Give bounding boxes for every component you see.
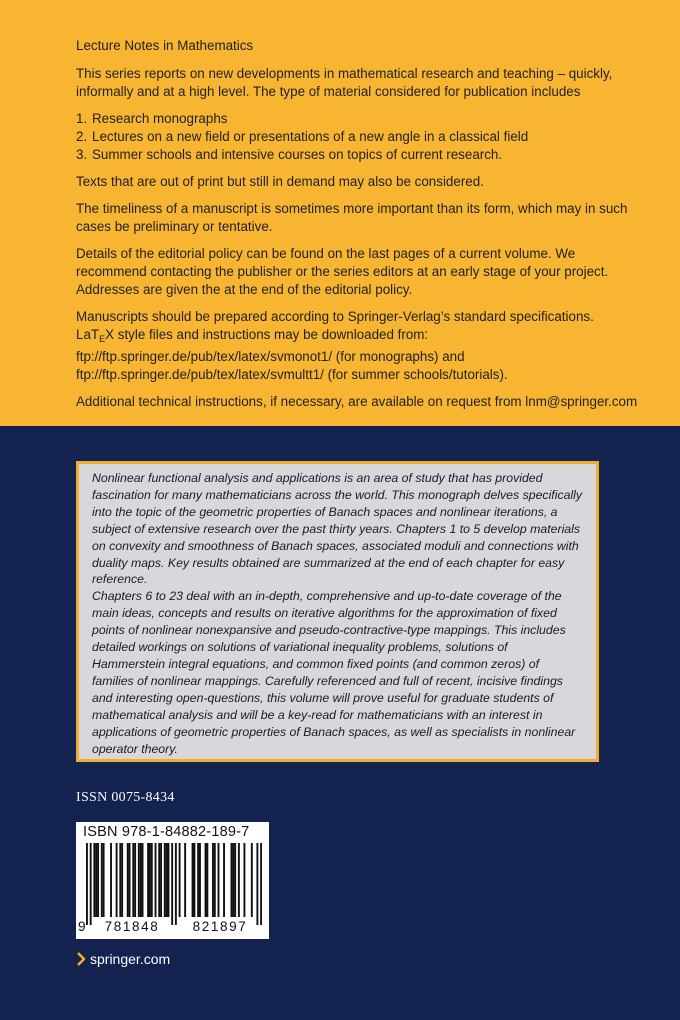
issn-number: ISSN 0075-8434 xyxy=(76,790,175,805)
latex-download-text: style files and instructions may be downloaded from: xyxy=(114,327,429,342)
barcode-bar xyxy=(97,843,99,917)
ftp-summer-schools-link[interactable]: ftp://ftp.springer.de/pub/tex/latex/svmultt1/ (for summer schools/tutorials). xyxy=(76,367,508,382)
list-item xyxy=(76,128,640,146)
list-item xyxy=(76,146,640,164)
barcode-bar xyxy=(147,843,149,917)
manuscript-instructions xyxy=(76,308,640,384)
barcode-bar xyxy=(86,843,88,925)
barcode-bar xyxy=(192,843,194,917)
material-types-list xyxy=(76,110,640,164)
list-item-number: 3. xyxy=(76,147,88,162)
barcode-digit-first: 9 xyxy=(78,919,86,934)
ftp-monographs-link[interactable]: ftp://ftp.springer.de/pub/tex/latex/svmonot1/ (for monographs) and xyxy=(76,349,465,364)
barcode-bar xyxy=(179,843,181,917)
series-title: Lecture Notes in Mathematics xyxy=(76,38,254,53)
list-item-text: Summer schools and intensive courses on topics of current research. xyxy=(92,147,503,162)
barcode-bar xyxy=(199,843,201,917)
publisher-link-text: springer.com xyxy=(90,951,171,967)
book-abstract xyxy=(76,461,599,762)
list-item xyxy=(76,110,640,128)
latex-logo: LaT$_E$X xyxy=(76,327,115,344)
barcode-bar xyxy=(243,843,245,917)
barcode-bar xyxy=(121,843,123,917)
barcode-bar xyxy=(134,843,136,917)
barcode-bar xyxy=(95,843,97,917)
list-item-number: 2. xyxy=(76,129,88,144)
barcode-bar xyxy=(171,843,173,925)
editorial-policy-note: Details of the editorial policy can be found on the last pages of a current volume. We recommend contacting the publisher or the series editors at an early stage of your project. Addresses are given the at the end of the editorial policy. xyxy=(76,246,609,297)
barcode-digits-left: 781848 xyxy=(104,919,160,934)
out-of-print-note: Texts that are out of print but still in demand may also be considered. xyxy=(76,174,484,189)
barcode-bars xyxy=(86,843,262,925)
barcode-bar xyxy=(206,843,208,917)
barcode-bar xyxy=(129,843,131,917)
barcode-bar xyxy=(212,843,214,917)
barcode-bar xyxy=(151,843,153,917)
barcode-bar xyxy=(116,843,118,917)
barcode-bar xyxy=(90,843,92,925)
barcode-bar xyxy=(256,843,258,925)
barcode-bar xyxy=(251,843,253,917)
barcode-bar xyxy=(138,843,140,917)
barcode-bar xyxy=(168,843,170,917)
abstract-paragraph-1: Nonlinear functional analysis and applications is an area of study that has provided fascination for many mathematicians across the world. This monograph delves specifically into the topic of the geometric properties of Banach spaces and nonlinear iterations, a subject of extensive research over the past thirty years. Chapters 1 to 5 develop materials on convexity and smoothness of Banach spaces, associated moduli and connections with duality maps. Key results obtained are summarized at the end of each chapter for easy reference. xyxy=(92,471,583,587)
barcode-bar xyxy=(155,843,157,917)
barcode-bar xyxy=(184,843,186,917)
barcode-bar xyxy=(238,843,240,917)
barcode-bar xyxy=(175,843,177,925)
book-details-panel xyxy=(0,426,680,1020)
series-intro: This series reports on new developments in mathematical research and teaching – quickly, informally and at a high level. The type of material considered for publication includes xyxy=(76,66,613,99)
barcode-digits xyxy=(78,919,267,934)
barcode-bar xyxy=(140,843,142,917)
timeliness-note: The timeliness of a manuscript is sometimes more important than its form, which may in such cases be preliminary or tentative. xyxy=(76,201,628,234)
barcode-bar xyxy=(93,843,95,917)
manuscript-spec-line: Manuscripts should be prepared according to Springer-Verlag’s standard specifications. xyxy=(76,309,594,324)
barcode-bar xyxy=(142,843,144,917)
barcode-bar xyxy=(205,843,207,917)
barcode-bar xyxy=(231,843,233,917)
barcode-bar xyxy=(232,843,234,917)
barcode-bar xyxy=(223,843,225,917)
list-item-text: Lectures on a new field or presentations of a new angle in a classical field xyxy=(92,129,529,144)
barcode-bar xyxy=(127,843,129,917)
list-item-text: Research monographs xyxy=(92,111,228,126)
barcode-bar xyxy=(234,843,236,917)
publisher-link[interactable] xyxy=(76,951,170,967)
barcode-bar xyxy=(164,843,166,917)
barcode-bar xyxy=(197,843,199,917)
barcode-bar xyxy=(110,843,112,917)
list-item-number: 1. xyxy=(76,111,88,126)
barcode-bar xyxy=(193,843,195,917)
barcode-bar xyxy=(158,843,160,917)
barcode-bar xyxy=(132,843,134,917)
barcode-digits-right: 821897 xyxy=(192,919,248,934)
barcode-bar xyxy=(218,843,220,917)
barcode-bar xyxy=(119,843,121,917)
barcode-bar xyxy=(260,843,262,925)
additional-instructions: Additional technical instructions, if necessary, are available on request from lnm@springer.com xyxy=(76,394,638,409)
chevron-right-icon xyxy=(76,952,86,966)
barcode-bar xyxy=(166,843,168,917)
barcode-bar xyxy=(103,843,105,917)
barcode-bar xyxy=(214,843,216,917)
barcode-bar xyxy=(160,843,162,917)
series-info-panel xyxy=(0,0,680,426)
abstract-paragraph-2: Chapters 6 to 23 deal with an in-depth, comprehensive and up-to-date coverage of the main ideas, concepts and results on iterative algorithms for the approximation of fixed points of nonlinear nonexpansive and pseudo-contractive-type mappings. This includes detailed workings on solutions of variational inequality problems, solutions of Hammerstein integral equations, and common fixed points (and common zeros) of families of nonlinear mappings. Carefully referenced and full of recent, incisive findings and interesting open-questions, this volume will prove useful for graduate students of mathematical analysis and will be a key-read for mathematicians with an interest in applications of geometric properties of Banach spaces, as well as specialists in nonlinear operator theory. xyxy=(92,589,576,756)
isbn-barcode xyxy=(76,822,269,939)
isbn-label: ISBN 978-1-84882-189-7 xyxy=(83,824,250,840)
barcode-bar xyxy=(101,843,103,917)
barcode-bar xyxy=(149,843,151,917)
